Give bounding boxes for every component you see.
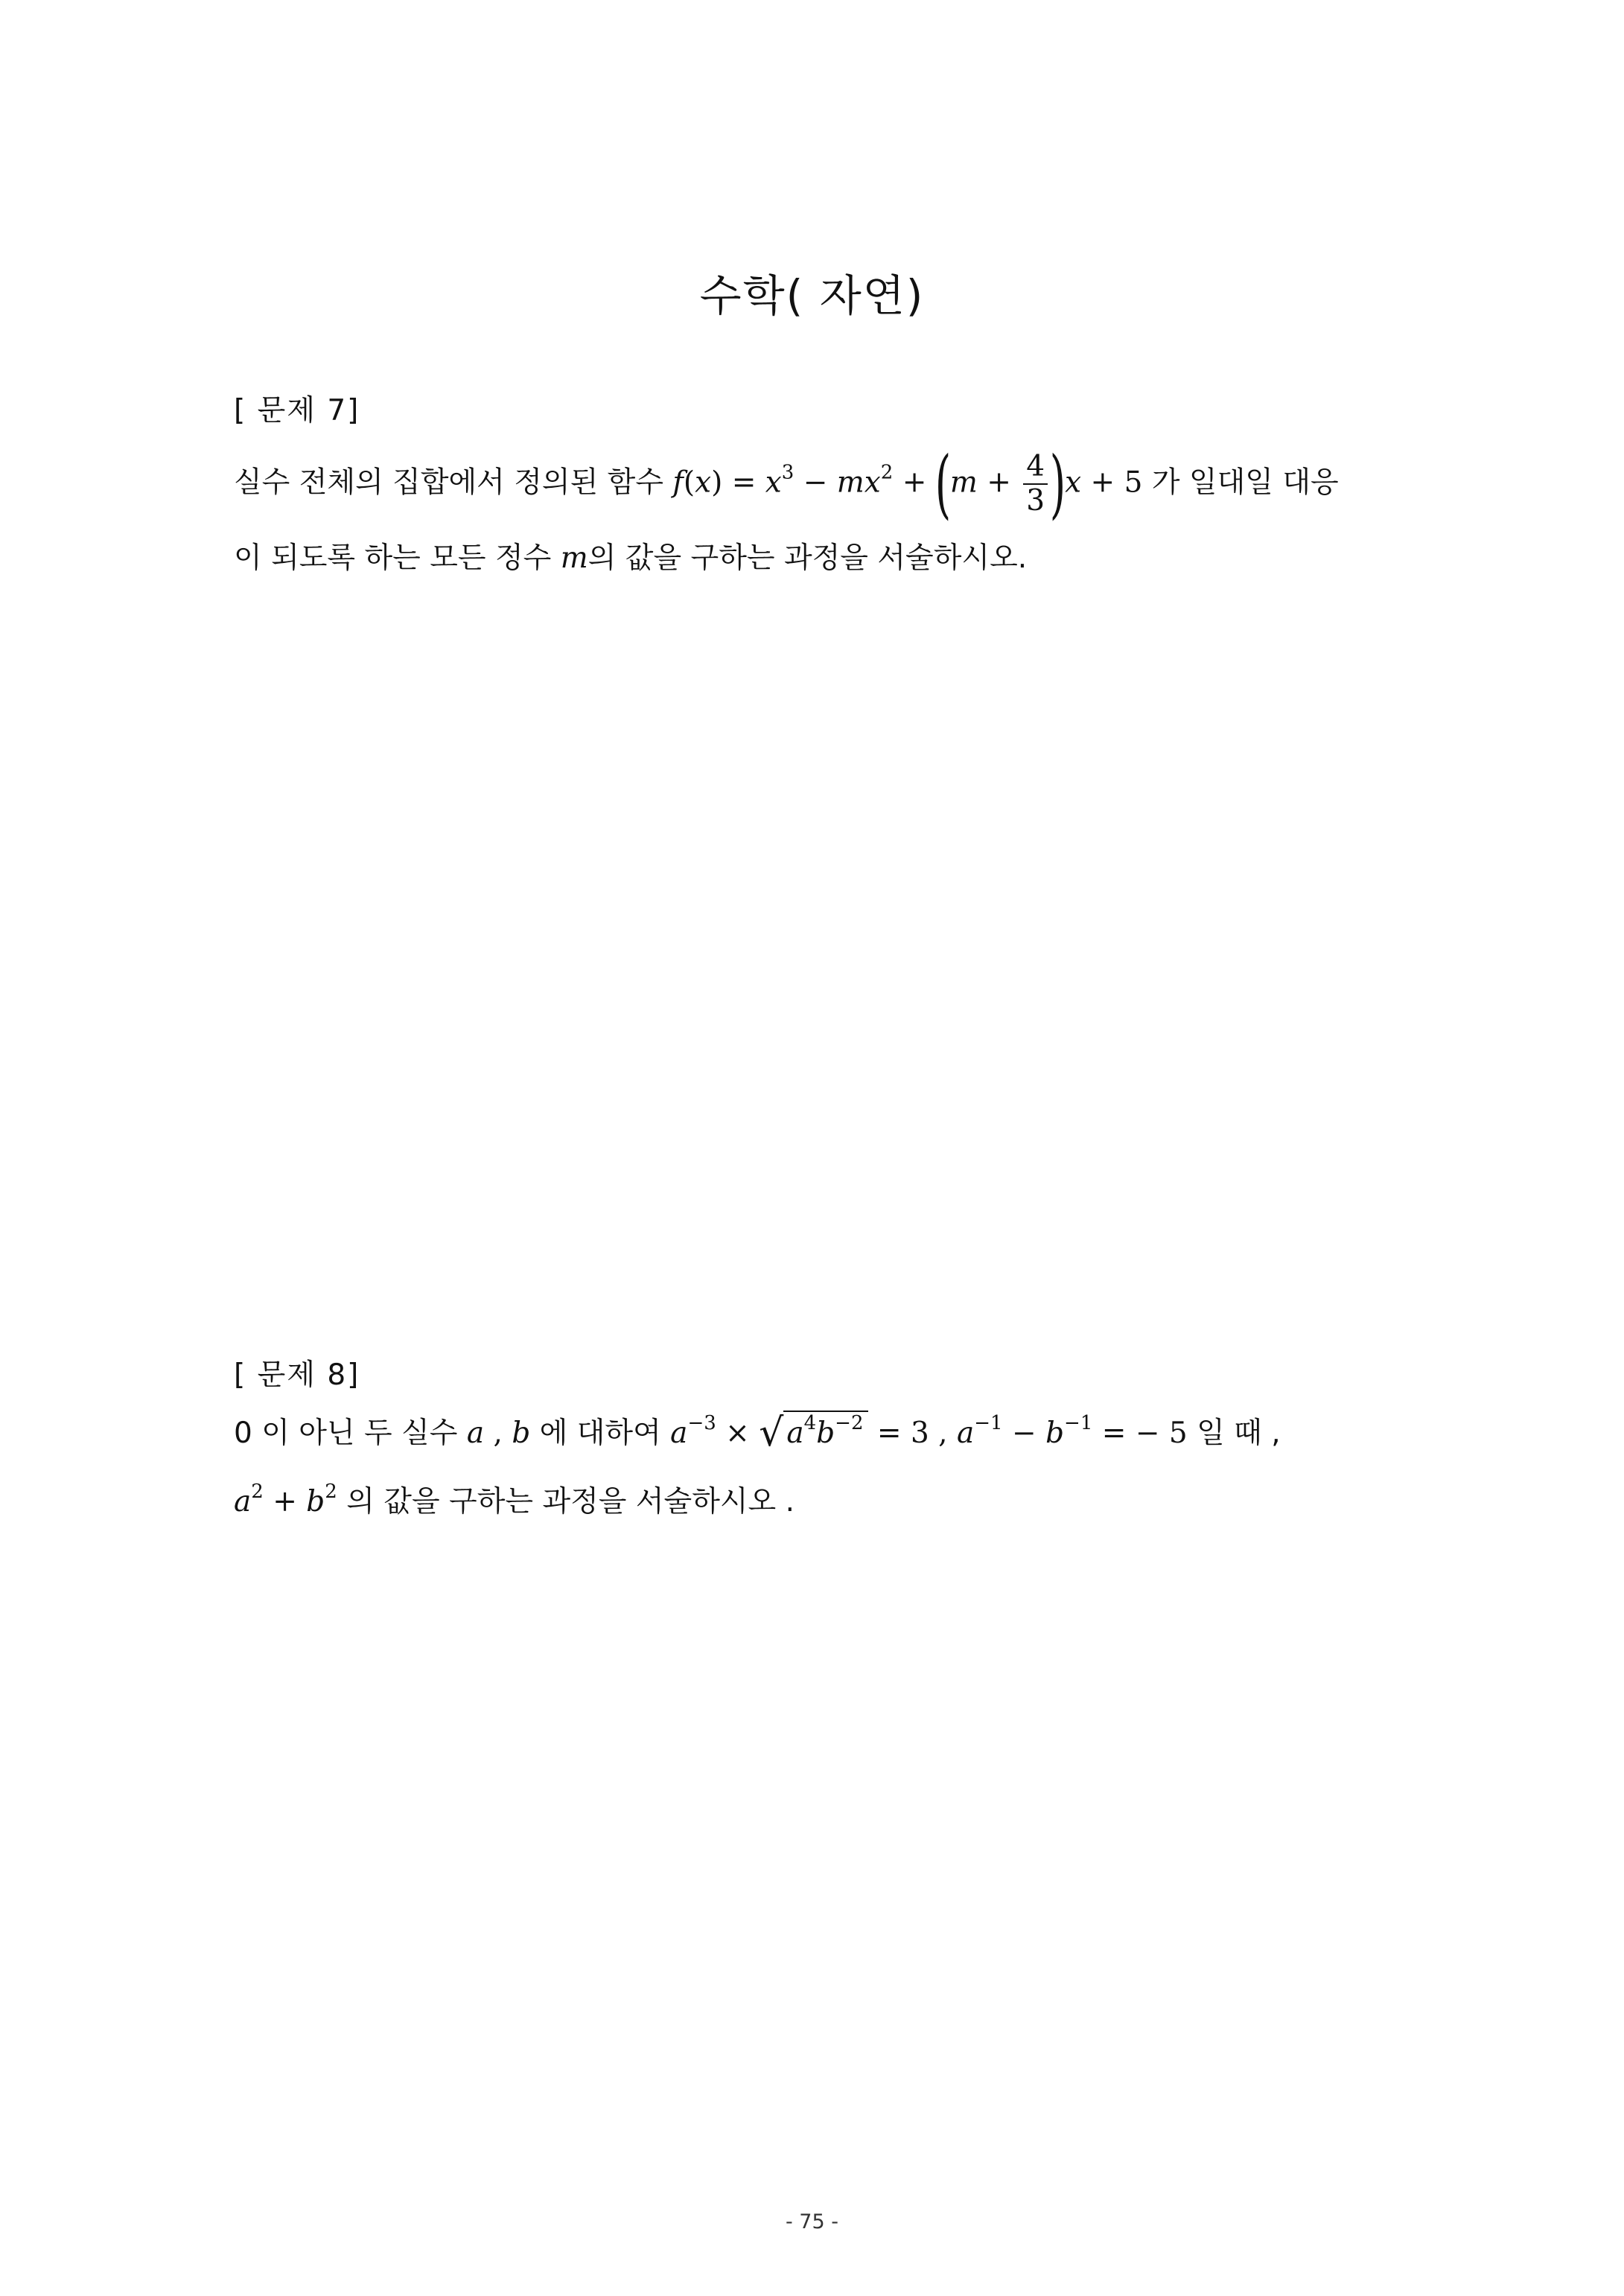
problem-8-text-3: 일 때 , bbox=[1187, 1416, 1281, 1450]
fraction-4-3: $\frac{4}{3}$ bbox=[1023, 451, 1048, 518]
problem-8-text-4: 의 값을 구하는 과정을 서술하시오 . bbox=[337, 1485, 795, 1519]
problem-8-label: [ 문제 8] bbox=[234, 1358, 360, 1392]
variable-m: m bbox=[560, 541, 588, 575]
problem-8-line-2: $a^2 + b^2$ 의 값을 구하는 과정을 서술하시오 . bbox=[234, 1481, 795, 1519]
problem-8-line-1: 0 이 아닌 두 실수 a , b 에 대하여 $a^{-3}$ × √ $a^4b^{-2} = 3$ , $a^{-1} - b^{-1}$ = − 5 일 때 , bbox=[234, 1411, 1281, 1455]
problem-7-text-1: 실수 전체의 집합에서 정의된 함수 bbox=[234, 465, 673, 500]
problem-7-text-3: 이 되도록 하는 모든 정수 bbox=[234, 541, 561, 575]
problem-8-text-1: 0 이 아닌 두 실수 bbox=[234, 1416, 467, 1450]
problem-8-text-2: 에 대하여 bbox=[530, 1416, 671, 1450]
function-expression: f bbox=[672, 465, 684, 500]
page-title: 수학( 자연) bbox=[699, 270, 925, 321]
problem-7-text-2: 가 일대일 대응 bbox=[1142, 465, 1339, 500]
problem-7-line-1: 실수 전체의 집합에서 정의된 함수 $f(x) = x^3 - mx^2 + (m$ + $\frac{4}{3}$ )x + 5 가 일대일 대응 bbox=[234, 440, 1339, 527]
problem-7-text-4: 의 값을 구하는 과정을 서술하시오. bbox=[587, 541, 1028, 575]
problem-7-line-2 bbox=[234, 535, 1027, 576]
page-number: - 75 - bbox=[785, 2210, 838, 2233]
sqrt-expression: √ $a^4b^{-2}$ bbox=[759, 1411, 867, 1455]
problem-7-label: [ 문제 7] bbox=[234, 394, 360, 427]
